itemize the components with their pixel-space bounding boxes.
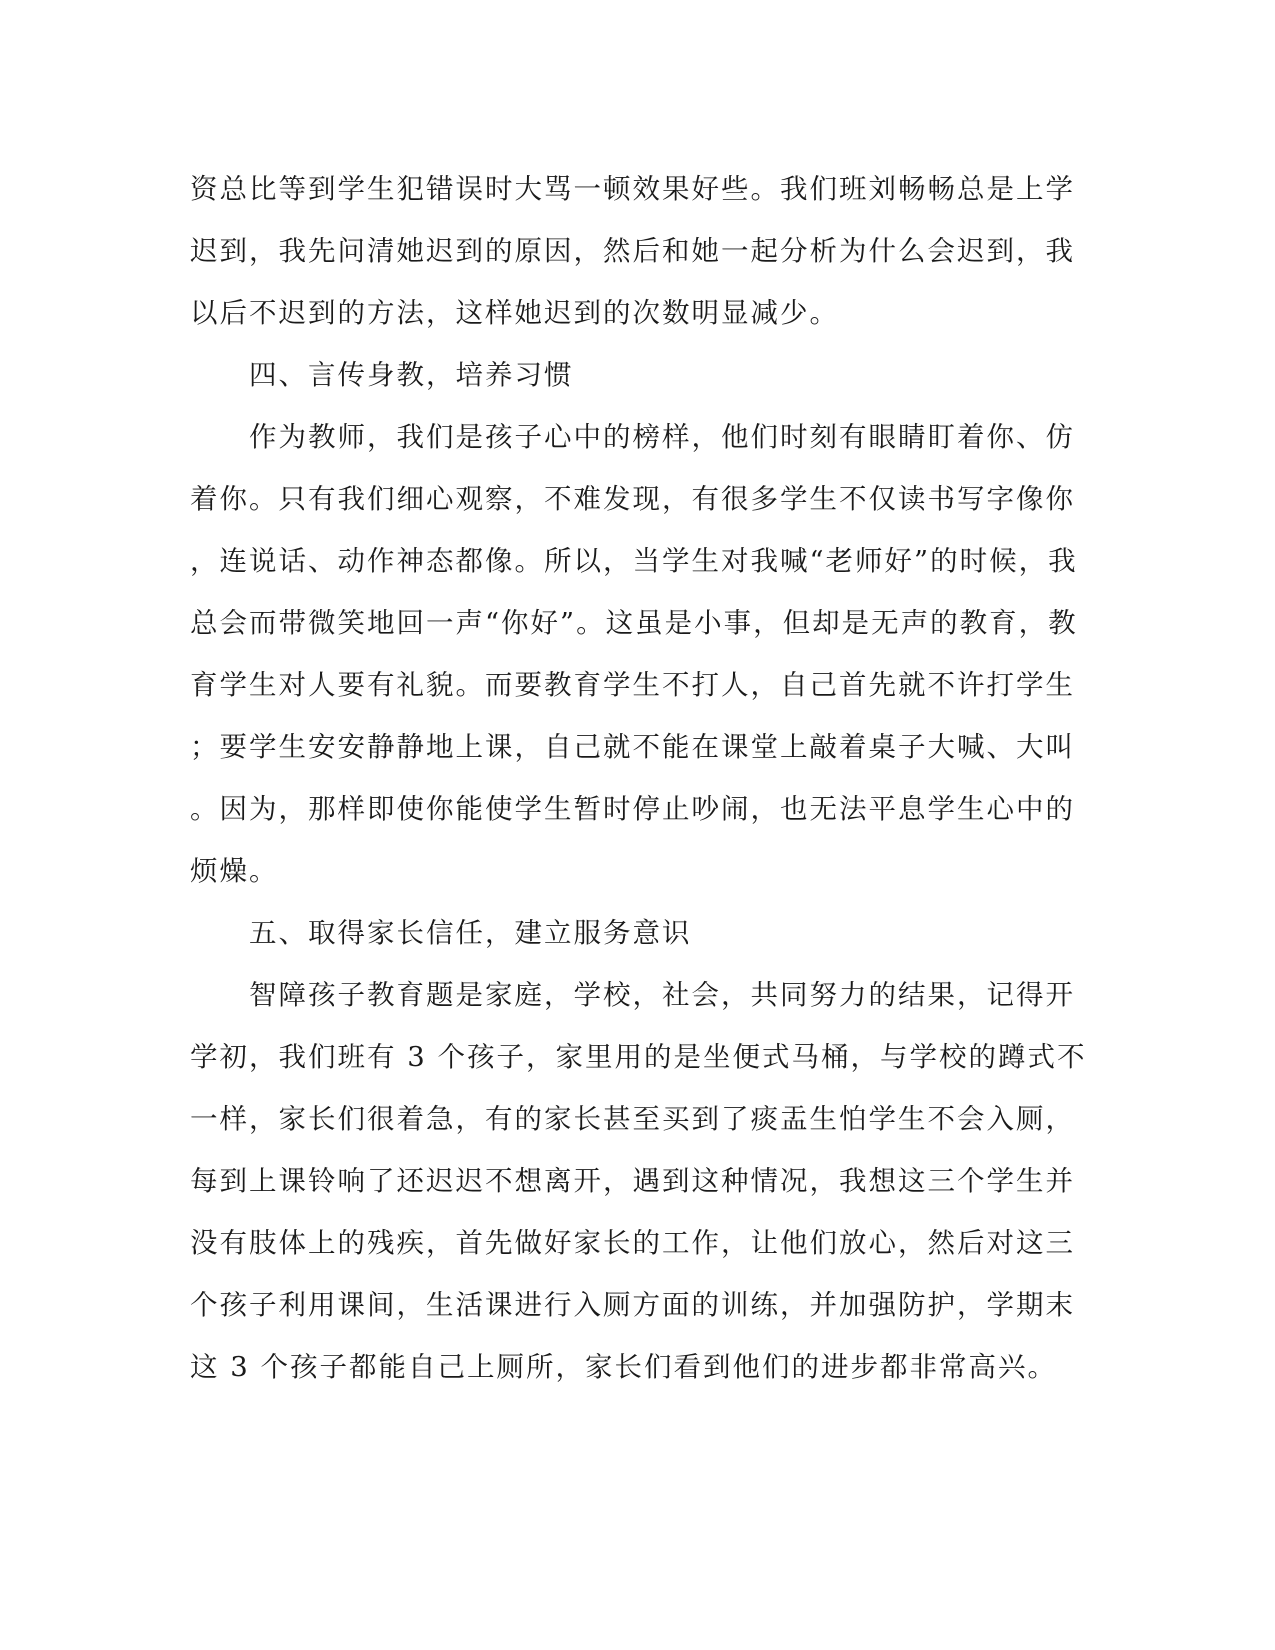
section-heading-five: 五、取得家长信任，建立服务意识 xyxy=(190,917,692,949)
text-line: 以后不迟到的方法，这样她迟到的次数明显减少。 xyxy=(190,297,839,329)
text-line: ；要学生安安静静地上课，自己就不能在课堂上敲着桌子大喊、大叫 xyxy=(190,731,1075,763)
text-line: 每到上课铃响了还迟迟不想离开，遇到这种情况，我想这三个学生并 xyxy=(190,1165,1075,1197)
text-line: 育学生对人要有礼貌。而要教育学生不打人，自己首先就不许打学生 xyxy=(190,669,1075,701)
text-line: 一样，家长们很着急，有的家长甚至买到了痰盂生怕学生不会入厕， xyxy=(190,1103,1075,1135)
text-line: 着你。只有我们细心观察，不难发现，有很多学生不仅读书写字像你 xyxy=(190,483,1075,515)
text-line: 迟到，我先问清她迟到的原因，然后和她一起分析为什么会迟到，我 xyxy=(190,235,1075,267)
text-line: ，连说话、动作神态都像。所以，当学生对我喊“老师好”的时候，我 xyxy=(190,545,1078,577)
section-heading-four: 四、言传身教，培养习惯 xyxy=(190,359,574,391)
text-line: 烦燥。 xyxy=(190,855,279,887)
text-line: 总会而带微笑地回一声“你好”。这虽是小事，但却是无声的教育，教 xyxy=(190,607,1078,639)
text-line: 学初，我们班有 3 个孩子，家里用的是坐便式马桶，与学校的蹲式不 xyxy=(190,1041,1087,1073)
text-line: 个孩子利用课间，生活课进行入厕方面的训练，并加强防护，学期末 xyxy=(190,1289,1075,1321)
text-line: 资总比等到学生犯错误时大骂一顿效果好些。我们班刘畅畅总是上学 xyxy=(190,173,1075,205)
document-body xyxy=(190,158,1087,1398)
text-line: 没有肢体上的残疾，首先做好家长的工作，让他们放心，然后对这三 xyxy=(190,1227,1075,1259)
text-line: 。因为，那样即使你能使学生暂时停止吵闹，也无法平息学生心中的 xyxy=(190,793,1075,825)
text-line: 智障孩子教育题是家庭，学校，社会，共同努力的结果，记得开 xyxy=(190,979,1075,1011)
text-line: 这 3 个孩子都能自己上厕所，家长们看到他们的进步都非常高兴。 xyxy=(190,1351,1057,1383)
text-line: 作为教师，我们是孩子心中的榜样，他们时刻有眼睛盯着你、仿 xyxy=(190,421,1075,453)
